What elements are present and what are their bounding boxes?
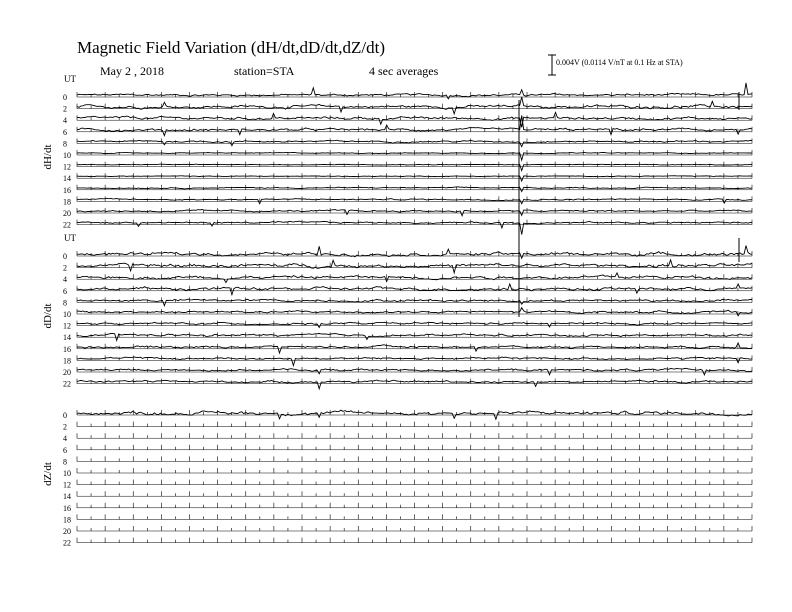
row-label: 8 [63, 139, 67, 149]
row-label: 14 [63, 492, 71, 502]
row-label: 16 [63, 344, 71, 354]
row-ticks [77, 491, 752, 496]
row-label: 14 [63, 174, 71, 184]
row-label: 16 [63, 503, 71, 513]
row-label: 8 [63, 457, 67, 467]
row-label: 0 [63, 93, 67, 102]
trace-line [77, 260, 752, 273]
row-label: 6 [63, 445, 67, 455]
row-label: 14 [63, 333, 71, 343]
panel-dhdt [42, 74, 752, 235]
row-label: 0 [63, 252, 67, 261]
trace-line [77, 357, 752, 366]
row-label: 22 [63, 220, 71, 230]
scale-bar [548, 55, 556, 75]
row-label: 12 [63, 162, 71, 172]
row-label: 2 [63, 104, 67, 114]
station-label: station=STA [234, 64, 295, 78]
row-label: 22 [63, 538, 71, 548]
row-label: 22 [63, 379, 71, 389]
panel-dzdt [42, 410, 752, 548]
row-ticks [77, 286, 752, 291]
row-label: 12 [63, 321, 71, 331]
row-label: 2 [63, 263, 67, 273]
row-ticks [77, 538, 752, 543]
row-label: 4 [63, 116, 67, 126]
row-label: 12 [63, 480, 71, 490]
row-ticks [77, 456, 752, 461]
panel-ylabel: dD/dt [42, 303, 54, 329]
row-label: 2 [63, 422, 67, 432]
row-label: 16 [63, 185, 71, 195]
trace-line [77, 308, 752, 316]
ut-label: UT [64, 74, 76, 84]
trace-line [77, 221, 752, 235]
row-label: 0 [63, 411, 67, 420]
row-label: 10 [63, 310, 71, 319]
averaging-label: 4 sec averages [369, 64, 439, 78]
row-label: 8 [63, 298, 67, 308]
panel-ylabel: dH/dt [42, 144, 54, 170]
scale-label: 0.004V (0.0114 V/nT at 0.1 Hz at STA) [556, 58, 683, 67]
row-label: 10 [63, 151, 71, 160]
row-ticks [77, 468, 752, 473]
row-label: 18 [63, 356, 71, 366]
row-label: 20 [63, 368, 71, 377]
row-ticks [77, 503, 752, 508]
row-label: 18 [63, 515, 71, 525]
row-label: 20 [63, 527, 71, 536]
row-label: 4 [63, 434, 67, 444]
date-label: May 2 , 2018 [100, 64, 164, 78]
panel-dddt [42, 233, 752, 389]
row-label: 18 [63, 197, 71, 207]
row-ticks [77, 422, 752, 427]
row-ticks [77, 433, 752, 438]
row-label: 6 [63, 286, 67, 296]
row-label: 10 [63, 469, 71, 478]
trace-line [77, 164, 752, 171]
row-ticks [77, 445, 752, 450]
row-ticks [77, 480, 752, 485]
row-ticks [77, 526, 752, 531]
panel-ylabel: dZ/dt [42, 462, 54, 486]
row-ticks [77, 332, 752, 337]
row-label: 6 [63, 127, 67, 137]
ut-label: UT [64, 233, 76, 243]
chart-title: Magnetic Field Variation (dH/dt,dD/dt,dZ/dt) [77, 38, 386, 57]
row-ticks [77, 514, 752, 519]
row-label: 20 [63, 209, 71, 218]
row-label: 4 [63, 275, 67, 285]
